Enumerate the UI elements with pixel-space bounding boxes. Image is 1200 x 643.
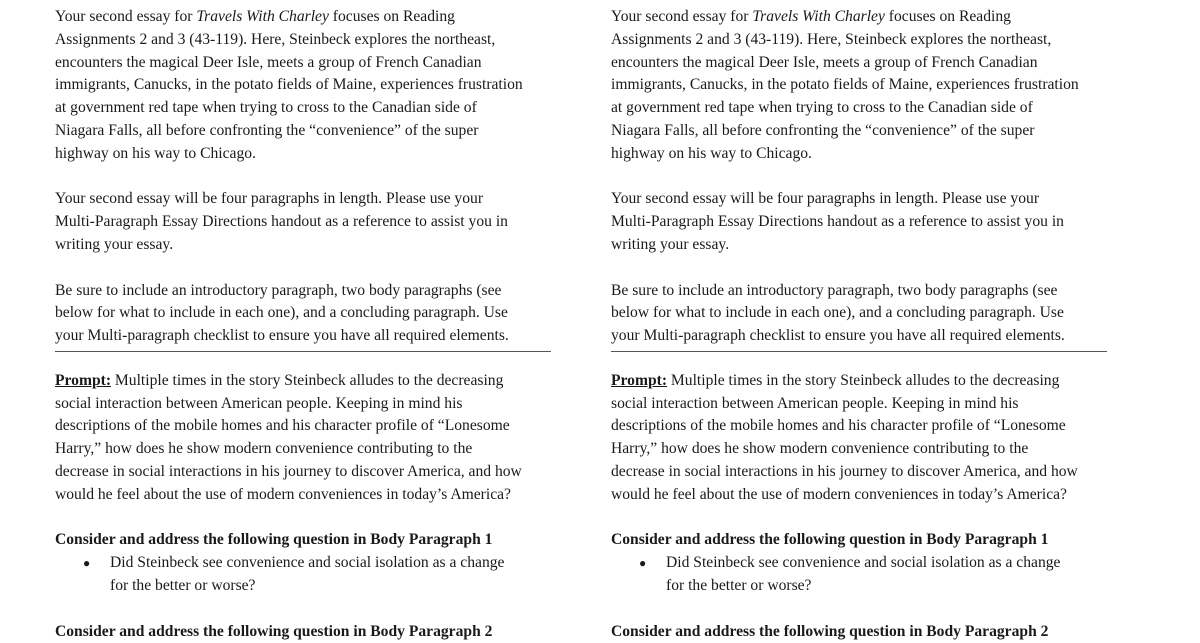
prompt-text: Multiple times in the story Steinbeck alludes to the decreasing social interaction between American people. Keeping in mind his descriptions of the mobile homes and his character profile of “Lonesome Harry,” how does he show modern convenience contributing to the decrease in social interactions in his journey to discover America, and how would he feel about the use of modern conveniences in today’s America? xyxy=(611,371,1078,503)
body1-question-list xyxy=(611,552,1113,598)
bullet-icon: ● xyxy=(83,556,91,571)
intro-text-start: Your second essay for xyxy=(55,8,197,25)
body1-question-list xyxy=(55,552,557,598)
section-divider xyxy=(611,351,1107,352)
include-paragraph: Be sure to include an introductory paragraph, two body paragraphs (see below for what to include in each one), and a concluding paragraph. Use your Multi-paragraph checklist to ensure you have all required elements. xyxy=(55,281,509,345)
body1-heading: Consider and address the following question in Body Paragraph 1 xyxy=(611,531,1049,549)
intro-text-rest: focuses on Reading Assignments 2 and 3 (43-119). Here, Steinbeck explores the northeast, encounters the magical Deer Isle, meets a group of French Canadian immigrants, Canucks, in the potato fields of Maine, experiences frustration at government red tape when trying to cross to the Canadian side of Niagara Falls, all before confronting the “convenience” of the super highway on his way to Chicago. xyxy=(55,8,523,162)
list-item xyxy=(55,552,557,598)
prompt-paragraph xyxy=(611,370,1113,507)
document-page-left xyxy=(55,6,557,643)
book-title: Travels With Charley xyxy=(752,8,885,25)
body1-question: Did Steinbeck see convenience and social isolation as a change for the better or worse? xyxy=(110,554,505,594)
prompt-paragraph xyxy=(55,370,557,507)
document-page-right xyxy=(611,6,1113,643)
bullet-icon: ● xyxy=(639,556,647,571)
body2-heading: Consider and address the following question in Body Paragraph 2 xyxy=(611,622,1049,640)
book-title: Travels With Charley xyxy=(196,8,329,25)
body1-heading: Consider and address the following question in Body Paragraph 1 xyxy=(55,531,493,549)
intro-text-start: Your second essay for xyxy=(611,8,753,25)
prompt-text: Multiple times in the story Steinbeck alludes to the decreasing social interaction between American people. Keeping in mind his descriptions of the mobile homes and his character profile of “Lonesome Harry,” how does he show modern convenience contributing to the decrease in social interactions in his journey to discover America, and how would he feel about the use of modern conveniences in today’s America? xyxy=(55,371,522,503)
intro-paragraph xyxy=(611,6,1113,166)
intro-text-rest: focuses on Reading Assignments 2 and 3 (43-119). Here, Steinbeck explores the northeast, encounters the magical Deer Isle, meets a group of French Canadian immigrants, Canucks, in the potato fields of Maine, experiences frustration at government red tape when trying to cross to the Canadian side of Niagara Falls, all before confronting the “convenience” of the super highway on his way to Chicago. xyxy=(611,8,1079,162)
section-divider xyxy=(55,351,551,352)
prompt-label: Prompt: xyxy=(611,371,668,389)
prompt-label: Prompt: xyxy=(55,371,112,389)
include-paragraph: Be sure to include an introductory paragraph, two body paragraphs (see below for what to include in each one), and a concluding paragraph. Use your Multi-paragraph checklist to ensure you have all required elements. xyxy=(611,281,1065,345)
length-paragraph: Your second essay will be four paragraphs in length. Please use your Multi-Paragraph Essay Directions handout as a reference to assist you in writing your essay. xyxy=(611,190,1064,253)
body2-heading: Consider and address the following question in Body Paragraph 2 xyxy=(55,622,493,640)
body1-question: Did Steinbeck see convenience and social isolation as a change for the better or worse? xyxy=(666,554,1061,594)
list-item xyxy=(611,552,1113,598)
length-paragraph: Your second essay will be four paragraphs in length. Please use your Multi-Paragraph Essay Directions handout as a reference to assist you in writing your essay. xyxy=(55,190,508,253)
intro-paragraph xyxy=(55,6,557,166)
